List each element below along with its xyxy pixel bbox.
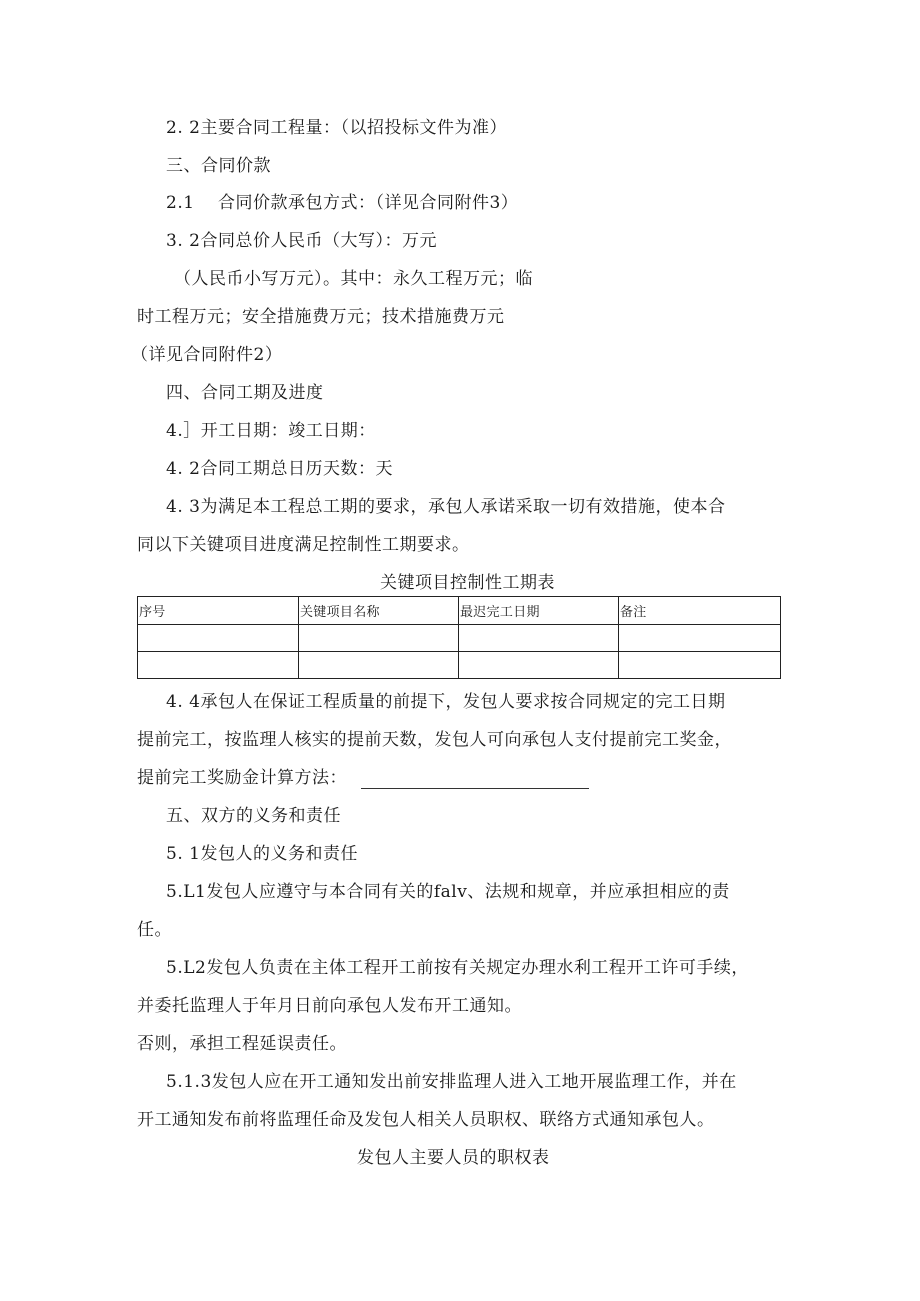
table-cell xyxy=(299,652,459,679)
paragraph: 4. 3为满足本工程总工期的要求，承包人承诺采取一切有效措施，使本合 xyxy=(166,497,726,517)
table-caption: 关键项目控制性工期表 xyxy=(380,573,555,593)
table-caption: 发包人主要人员的职权表 xyxy=(357,1148,550,1168)
table-header-cell: 备注 xyxy=(619,597,781,625)
paragraph: 4. 4承包人在保证工程质量的前提下，发包人要求按合同规定的完工日期 xyxy=(166,692,726,712)
paragraph: 任。 xyxy=(137,920,172,940)
table-header-cell: 序号 xyxy=(138,597,299,625)
paragraph: 4. 2合同工期总日历天数：天 xyxy=(166,459,393,479)
table-cell xyxy=(138,652,299,679)
table-row xyxy=(138,625,781,652)
paragraph: 5.L2发包人负责在主体工程开工前按有关规定办理水利工程开工许可手续， xyxy=(166,958,749,978)
table-row xyxy=(138,652,781,679)
table-cell xyxy=(459,652,619,679)
paragraph: 2. 2主要合同工程量：（以招投标文件为准） xyxy=(166,118,507,138)
section-heading: 四、合同工期及进度 xyxy=(166,383,324,403)
table-header-cell: 最迟完工日期 xyxy=(459,597,619,625)
paragraph: （人民币小写万元）。其中：永久工程万元；临 xyxy=(174,269,533,289)
paragraph: 5.1.3发包人应在开工通知发出前安排监理人进入工地开展监理工作，并在 xyxy=(166,1072,737,1092)
milestone-table xyxy=(137,596,781,679)
paragraph: 3. 2合同总价人民币（大写）：万元 xyxy=(166,231,437,251)
table-cell xyxy=(138,625,299,652)
table-header-row xyxy=(138,597,781,625)
table-cell xyxy=(299,625,459,652)
paragraph: 时工程万元；安全措施费万元；技术措施费万元 xyxy=(137,307,505,327)
paragraph: 同以下关键项目进度满足控制性工期要求。 xyxy=(137,535,470,555)
section-heading: 三、合同价款 xyxy=(166,156,271,176)
paragraph: 5.L1发包人应遵守与本合同有关的falv、法规和规章，并应承担相应的责 xyxy=(166,882,730,902)
paragraph xyxy=(137,767,589,789)
section-heading: 五、双方的义务和责任 xyxy=(166,806,341,826)
paragraph: 5. 1发包人的义务和责任 xyxy=(166,844,358,864)
table-header-cell: 关键项目名称 xyxy=(299,597,459,625)
paragraph: 提前完工，按监理人核实的提前天数，发包人可向承包人支付提前完工奖金， xyxy=(137,730,732,750)
table-cell xyxy=(619,652,781,679)
paragraph: （详见合同附件2） xyxy=(131,345,283,365)
paragraph: 否则，承担工程延误责任。 xyxy=(137,1034,347,1054)
paragraph: 开工通知发布前将监理任命及发包人相关人员职权、联络方式通知承包人。 xyxy=(137,1110,715,1130)
paragraph-text: 提前完工奖励金计算方法： xyxy=(137,768,347,788)
paragraph: 并委托监理人于年月日前向承包人发布开工通知。 xyxy=(137,996,522,1016)
table-cell xyxy=(619,625,781,652)
paragraph: 2.1 合同价款承包方式：（详见合同附件3） xyxy=(166,193,519,213)
fill-in-blank-line xyxy=(361,770,589,789)
paragraph: 4.］开工日期：竣工日期： xyxy=(166,421,376,441)
table-cell xyxy=(459,625,619,652)
